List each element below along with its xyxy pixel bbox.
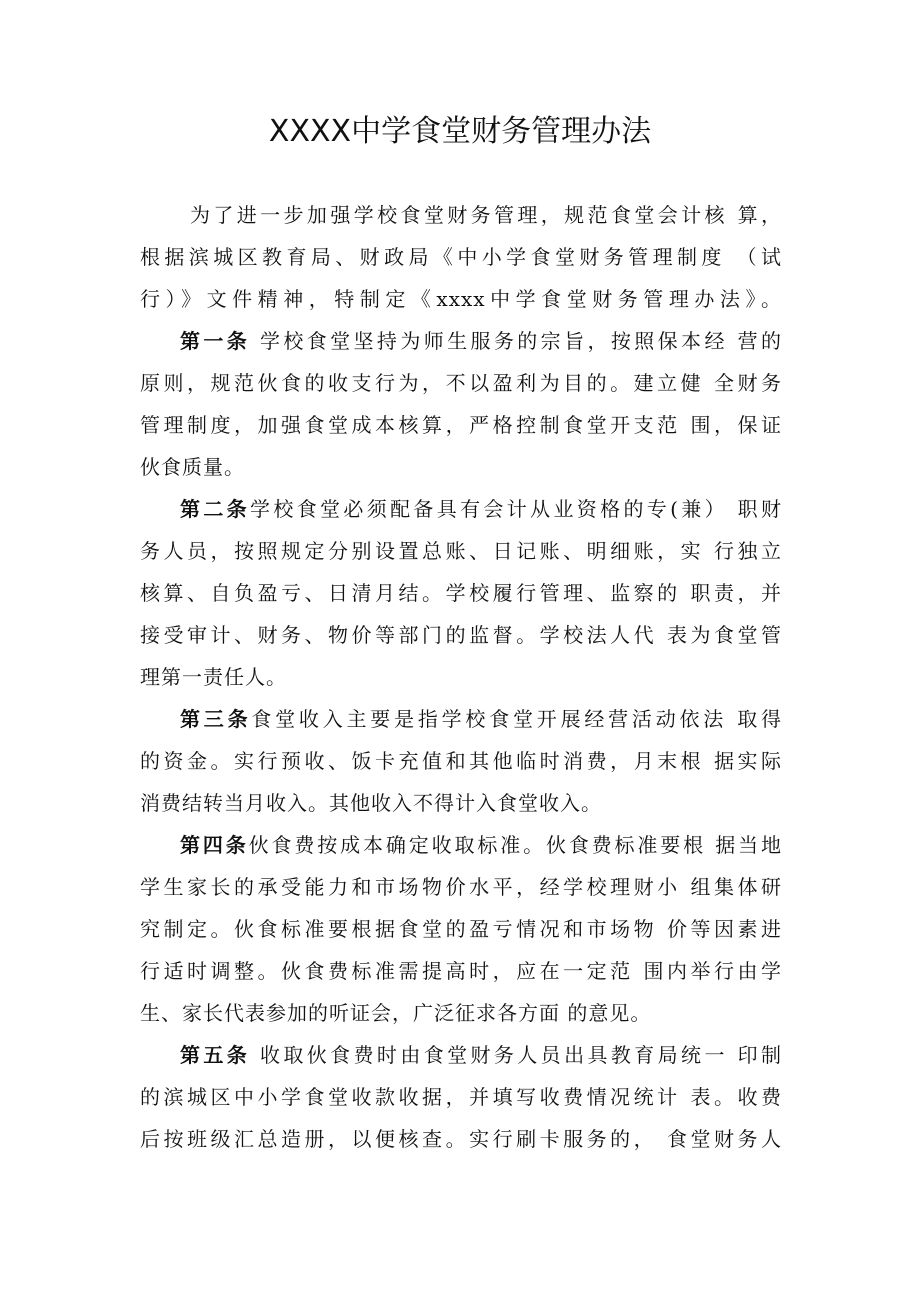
intro-line-1: 为了进一步加强学校食堂财务管理，规范食堂会计核 算， — [190, 203, 782, 227]
intro-line-2: 根据滨城区教育局、财政局《中小学食堂财务管理制度 （试 — [140, 245, 782, 269]
article-4-text-1: 伙食费按成本确定收取标准。伙食费标准要根 据当地 — [248, 833, 783, 857]
article-1-line-1 — [180, 320, 782, 362]
article-1-text-1: 学校食堂坚持为师生服务的宗旨，按照保本经 营的 — [250, 329, 782, 353]
intro-line-3: 行）》文件精神，特制定《xxxx中学食堂财务管理办法》。 — [140, 287, 782, 311]
document-title: XXXX中学食堂财务管理办法 — [268, 114, 652, 149]
article-2-line-3: 核算、自负盈亏、日清月结。学校履行管理、监察的 职责，并 — [140, 581, 782, 605]
article-4-line-4: 行适时调整。伙食费标准需提高时，应在一定范 围内举行由学 — [140, 959, 782, 983]
article-2-label: 第二条 — [180, 497, 251, 521]
article-5-label: 第五条 — [180, 1043, 251, 1067]
article-5-line-2: 的滨城区中小学食堂收款收据，并填写收费情况统计 表。收费 — [140, 1085, 782, 1109]
article-4-label: 第四条 — [180, 833, 249, 857]
article-3-label: 第三条 — [180, 707, 252, 731]
article-5-line-1 — [180, 1034, 782, 1076]
article-1-line-2: 原则，规范伙食的收支行为，不以盈利为目的。建立健 全财务 — [140, 371, 782, 395]
article-2-text-1: 学校食堂必须配备具有会计从业资格的专(兼） 职财 — [250, 497, 783, 521]
article-4-line-2: 学生家长的承受能力和市场物价水平，经学校理财小 组集体研 — [140, 875, 782, 899]
article-2-line-2: 务人员，按照规定分别设置总账、日记账、明细账，实 行独立 — [140, 539, 782, 563]
article-4-line-5: 生、家长代表参加的听证会，广泛征求各方面 的意见。 — [140, 1001, 652, 1025]
article-2-line-1 — [180, 488, 782, 530]
article-4-line-1 — [180, 824, 782, 866]
article-3-line-2: 的资金。实行预收、饭卡充值和其他临时消费，月末根 据实际 — [140, 749, 782, 773]
article-3-line-3: 消费结转当月收入。其他收入不得计入食堂收入。 — [140, 791, 602, 815]
article-2-line-5: 理第一责任人。 — [140, 665, 287, 689]
article-3-line-1 — [180, 698, 782, 740]
article-2-line-4: 接受审计、财务、物价等部门的监督。学校法人代 表为食堂管 — [140, 623, 782, 647]
article-5-line-3: 后按班级汇总造册，以便核查。实行刷卡服务的， 食堂财务人 — [140, 1127, 782, 1151]
article-1-label: 第一条 — [180, 329, 251, 353]
article-1-line-4: 伙食质量。 — [140, 455, 245, 479]
article-1-line-3: 管理制度，加强食堂成本核算，严格控制食堂开支范 围，保证 — [140, 413, 782, 437]
article-3-text-1: 食堂收入主要是指学校食堂开展经营活动依法 取得 — [251, 707, 783, 731]
article-4-line-3: 究制定。伙食标准要根据食堂的盈亏情况和市场物 价等因素进 — [140, 917, 782, 941]
article-5-text-1: 收取伙食费时由食堂财务人员出具教育局统一 印制 — [250, 1043, 782, 1067]
